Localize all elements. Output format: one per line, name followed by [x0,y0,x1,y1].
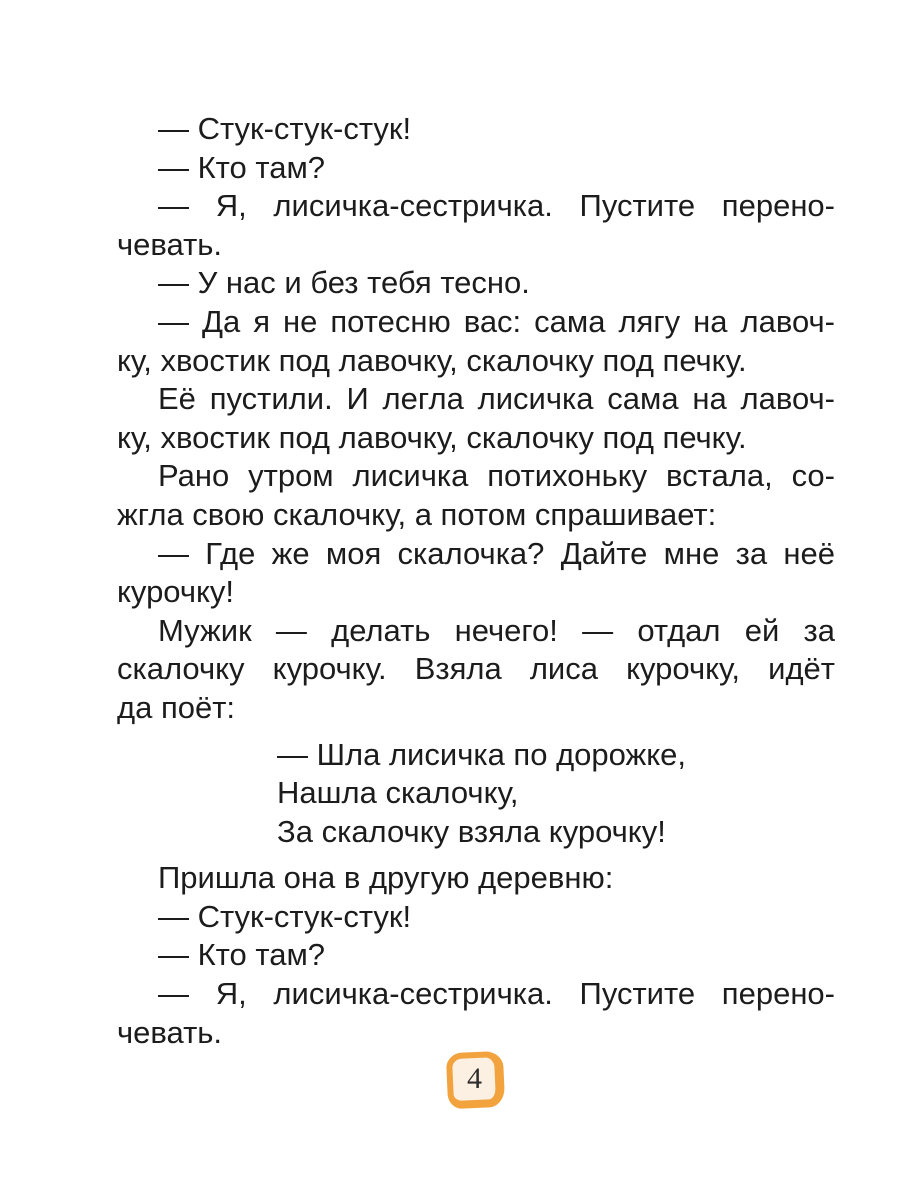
text-line: — Где же моя скалочка? Дайте мне за неё [158,535,835,571]
text-line: да поёт: [117,689,236,725]
text-line: — Кто там? [158,149,326,185]
text-line: Мужик — делать нечего! — отдал ей за [158,612,835,648]
text-line: За скалочку взяла курочку! [277,813,666,849]
page-number-badge [446,1051,505,1109]
text-line: Рано утром лисичка потихоньку встала, со- [158,458,835,494]
text-line: — Стук-стук-стук! [158,111,412,146]
text-line: — Я, лисичка-сестричка. Пустите перено- [158,976,835,1012]
text-line: ку, хвостик под лавочку, скалочку под печку. [117,342,747,378]
text-line: ку, хвостик под лавочку, скалочку под печку. [117,419,747,455]
text-line: Пришла она в другую деревню: [158,860,614,896]
text-line: Нашла скалочку, [277,775,519,811]
text-line: чевать. [117,226,223,262]
text-line: — Шла лисичка по дорожке, [277,736,687,772]
story-text [117,110,835,1052]
text-line: чевать. [117,1014,223,1050]
text-line: — Стук-стук-стук! [158,898,412,934]
text-line: скалочку курочку. Взяла лиса курочку, идёт [117,651,835,687]
text-line: жгла свою скалочку, а потом спрашивает: [117,496,717,532]
text-line: Её пустили. И легла лисичка сама на лавоч- [158,381,835,417]
text-line: курочку! [117,574,235,610]
text-line: — Да я не потесню вас: сама лягу на лавоч- [158,303,835,339]
page-number: 4 [466,1062,482,1096]
text-line: — У нас и без тебя тесно. [158,265,530,301]
text-line: — Я, лисичка-сестричка. Пустите перено- [158,188,835,224]
text-line: — Кто там? [158,937,326,973]
